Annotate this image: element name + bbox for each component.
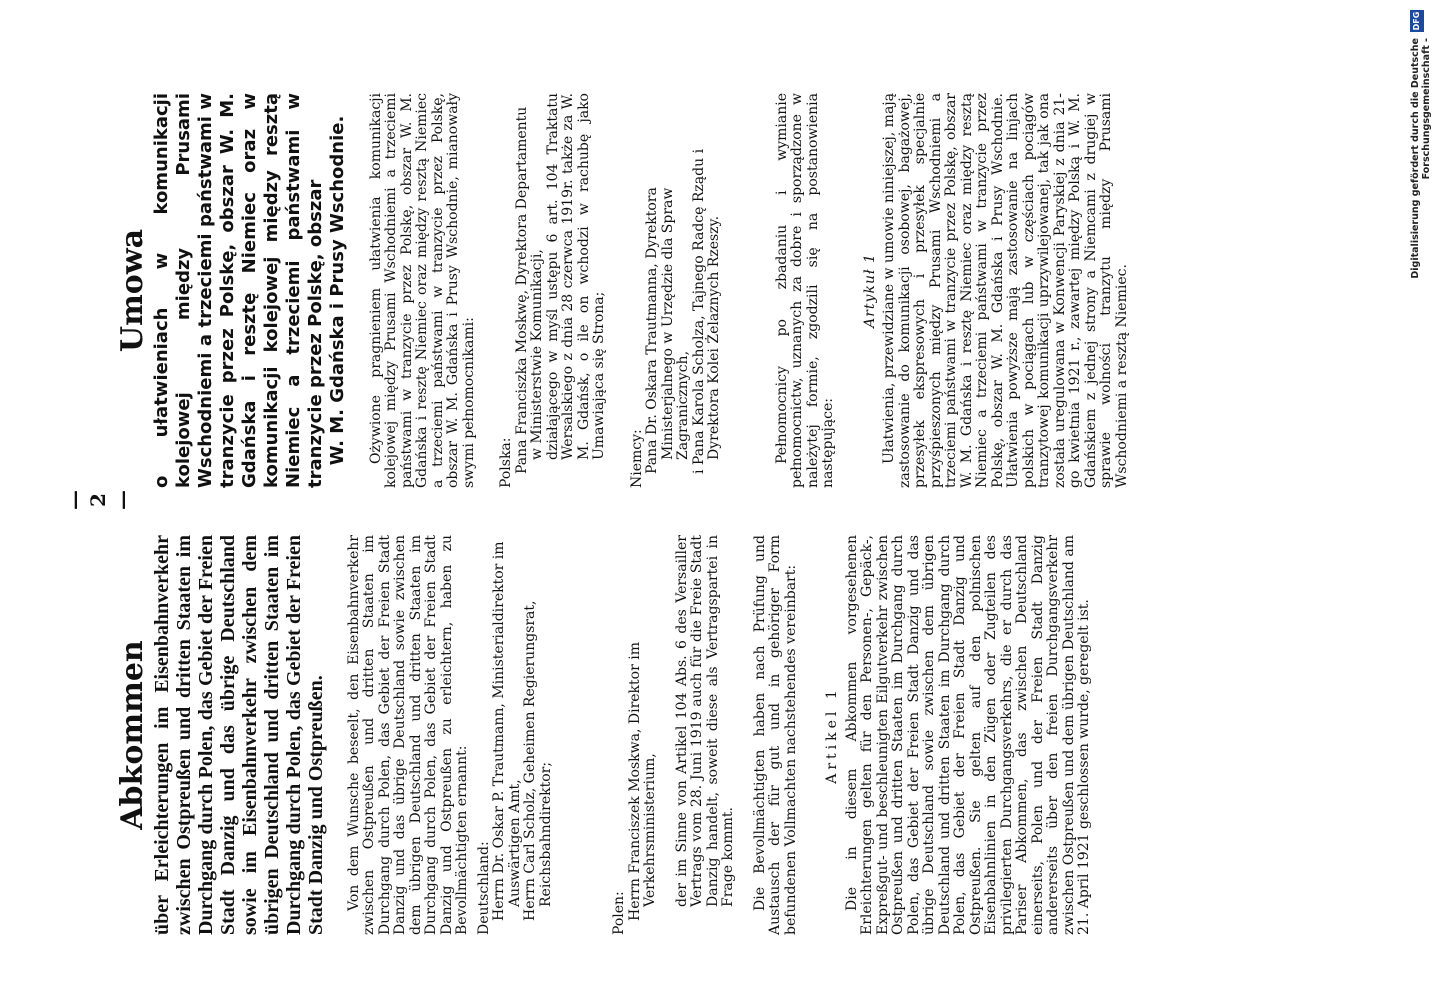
german-country-germany: Deutschland: [475,841,492,935]
german-intro: Von dem Wunsche beseelt, den Eisenbahnverkehr zwischen Ostpreußen und dritten Staaten im Durchgang durch Polen, das Gebiet der Freien Stadt Danzig und das übrige Deutschland sowie zwischen dem übrigen Deutschland und dritten Staaten im Durchgang durch Polen, das Gebiet der Freien Stadt Danzig und Ostpreußen zu erleichtern, haben zu Bevollmächtigten ernannt: [345,535,470,935]
german-rep-moskwa: Herrn Franciszek Moskwa, Direktor im Verkehrsministerium, [626,642,658,921]
polish-rep-moskwa: Pana Franciszka Moskwę, Dyrektora Departamentu w Ministerstwie Komunikacji, [513,106,545,474]
german-rep-scholz: Herrn Carl Scholz, Geheimen Regierungsrat, Reichsbahndirektor; [522,600,554,921]
german-plenipotentiaries: Die Bevollmächtigten haben nach Prüfung und Austausch der für gut und in gehöriger Form befundenen Vollmachten nachstehendes vereinbart: [751,535,799,935]
german-title: Abkommen [115,640,150,830]
german-rep-moskwa-note: der im Sinne von Artikel 104 Abs. 6 des Versailler Vertrags vom 28. Juni 1919 auch für die Freie Stadt Danzig handelt, soweit diese als Vertragspartei in Frage kommt. [673,535,736,907]
polish-subtitle-main: o ułatwieniach w komunikacji kolejowej między Prusami Wschodniemi a trzeciemi państwami w tranzycie przez Polskę, obszar W. M. Gdańska i resztę Niemiec oraz w komunikacji kolejowej między resztą Niemiec a trzeciemi państwami w tranzycie przez Polskę, obszar [150,93,326,488]
german-subtitle: über Erleichterungen im Eisenbahnverkehr zwischen Ostpreußen und dritten Staaten im Durchgang durch Polen, das Gebiet der Freien Stadt Danzig und das übrige Deutschland sowie im Eisenbahnverkehr zwischen dem übrigen Deutschland und dritten Staaten im Durchgang durch Polen, das Gebiet der Freien Stadt Danzig und Ostpreußen. [150,535,327,935]
german-country-poland: Polen: [611,891,627,935]
polish-subtitle [151,93,349,488]
polish-column [115,93,1130,488]
polish-rep-trautmann: Pana Dr. Oskara Trautmanna, Dyrektora Ministerjalnego w Urzędzie dla Spraw Zagranicznych, [644,187,691,474]
polish-country-poland: Polska: [498,437,514,488]
german-rep-trautmann: Herrn Dr. Oskar P. Trautmann, Ministerialdirektor im Auswärtigen Amt, [491,541,523,921]
polish-article-heading: Artykuł 1 [861,253,878,328]
polish-country-germany: Niemcy: [628,429,645,488]
digitization-sidebar [1400,0,1434,1000]
page-number: — 2 — [62,480,134,510]
polish-title: Umowa [115,228,150,353]
polish-rep-moskwa-note: działającego w myśl ustępu 6 art. 104 Traktatu Wersalskiego z dnia 28 czerwca 1919r. także za W. M. Gdańsk, o ile on wchodzi w rachubę jako Umawiająca się Strona; [544,93,607,460]
polish-plenipotentiaries: Pełnomocnicy po zbadaniu i wymianie pełnomocnictw, uznanych za dobre i sporządzone w należytej formie, zgodzili się na postanowienia następujące: [773,93,836,488]
polish-rep-scholz: i Pana Karola Scholza, Tajnego Radcę Rządu i Dyrektora Kolei Żelaznych Rzeszy. [690,148,722,474]
german-column [115,535,1093,935]
polish-intro: Ożywione pragnieniem ułatwienia komunikacji kolejowej między Prusami Wschodniemi a trzeciemi państwami w tranzycie przez Polskę, obszar W. M. Gdańska i resztę Niemiec oraz między resztą Niemiec a trzeciemi państwami w tranzycie przez Polskę, obszar W. M. Gdańska i Prusy Wschodnie, mianowały swymi pełnomocnikami: [367,93,477,488]
german-article-heading: Artikel 1 [824,686,840,784]
german-article-text: Die in diesem Abkommen vorgesehenen Erleichterungen gelten für den Personen-, Gepäck-, Expreßgut- und beschleunigten Eilgutverkehr zwischen Ostpreußen und dritten Staaten im Durchgang durch Polen, das Gebiet der Freien Stadt Danzig und das übrige Deutschland sowie zwischen dem übrigen Deutschland und dritten Staaten im Durchgang durch Polen, das Gebiet der Freien Stadt Danzig und Ostpreußen. Sie gelten auf den polnischen Eisenbahnlinien in den Zügen oder Zugteilen des privilegierten Durchgangsverkehrs, die er durch das Pariser Abkommen, das zwischen Deutschland einerseits, Polen und der Freien Stadt Danzig andererseits über den freien Durchgangsverkehr zwischen Ostpreußen und dem übrigen Deutschland am 21. April 1921 geschlossen wurde, geregelt ist. [843,535,1092,935]
dfg-funding-note: Digitalisierung gefördert durch die Deutsche Forschungsgemeinschaft - [1410,38,1432,279]
polish-subtitle-last: W. M. Gdańska i Prusy Wschodnie. [326,115,348,466]
dfg-logo: DFG [1410,10,1424,32]
polish-article-text: Ułatwienia, przewidziane w umowie niniejszej, mają zastosowanie do komunikacji osobowej, bagażowej, przesyłek ekspresowych i przesyłek specjalnie przyśpieszonych między Prusami Wschodniemi a trzeciemi państwami w tranzycie przez Polskę, obszar W. M. Gdańska i resztę Niemiec oraz między resztą Niemiec a trzeciemi państwami w tranzycie przez Polskę, obszar W. M. Gdańska i Prusy Wschodnie. Ułatwienia powyższe mają zastosowanie na linjach polskich w pociągach lub w częściach pociągów tranzytowej komunikacji uprzywilejowanej, tak jak ona została uregulowana w Konwencji Paryskiej z dnia 21-go kwietnia 1921 r., zawartej między Polską i W. M. Gdańskiem z jednej strony a Niemcami z drugiej w sprawie wolności tranzytu między Prusami Wschodniemi a resztą Niemiec. [881,93,1130,488]
